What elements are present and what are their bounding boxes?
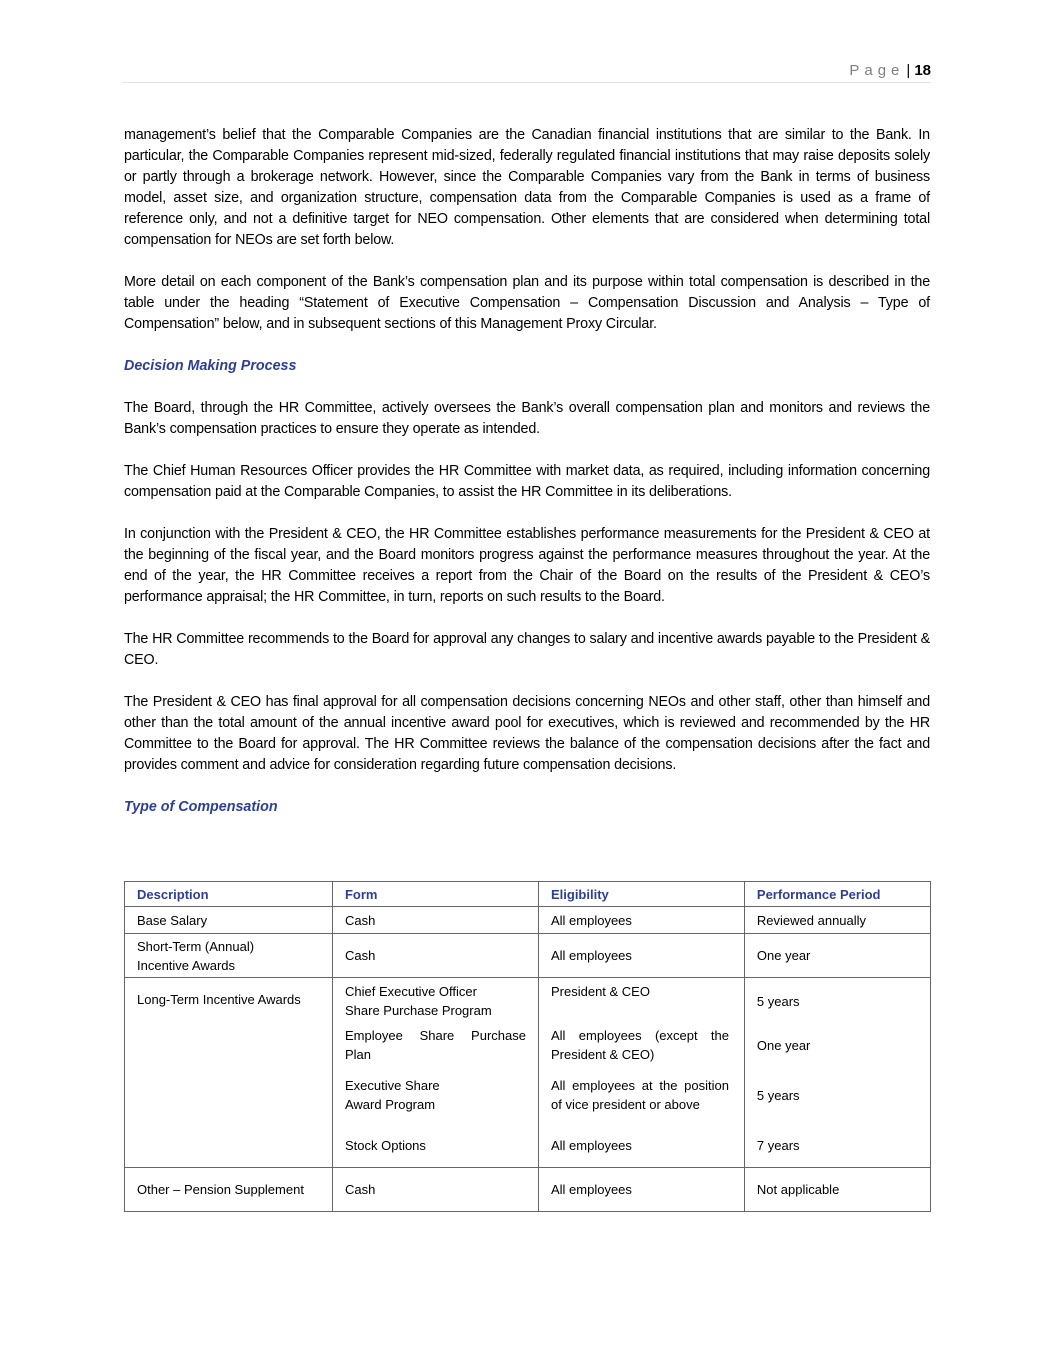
description-text: Short-Term (Annual) Incentive Awards (137, 938, 255, 973)
cell-form-group (332, 978, 538, 1168)
cell-description (125, 934, 333, 978)
cell-form: Stock Options (344, 1137, 426, 1153)
table-row (125, 934, 931, 978)
cell-form: Cash (332, 934, 538, 978)
paragraph: management’s belief that the Comparable Companies are the Canadian financial institutions that are similar to the Bank. In particular, the Comparable Companies represent mid-sized, federally regulated financial institutions that may raise deposits solely or partly through a brokerage network. However, since the Comparable Companies vary from the Bank in terms of business model, asset size, and organization structure, compensation data from the Comparable Companies is used as a frame of reference only, and not a definitive target for NEO compensation. Other elements that are considered when determining total compensation for NEOs are set forth below. (124, 127, 930, 248)
form-text: Chief Executive Officer Share Purchase Program (344, 984, 492, 1018)
paragraph: More detail on each component of the Bank’s compensation plan and its purpose within total compensation is described in the table under the heading “Statement of Executive Compensation – Compensation Discussion and Analysis – Type of Compensation” below, and in subsequent sections of this Management Proxy Circular. (124, 274, 930, 332)
page-header (123, 60, 931, 83)
paragraph: The Board, through the HR Committee, actively oversees the Bank’s overall compensation plan and monitors and reviews the Bank’s compensation practices to ensure they operate as intended. (124, 400, 930, 437)
cell-period-group (744, 978, 930, 1168)
table-row (125, 978, 931, 1168)
table-header-row (125, 882, 931, 907)
paragraph: The President & CEO has final approval for all compensation decisions concerning NEOs and other staff, other than himself and other than the total amount of the annual incentive award pool for executives, which is reviewed and recommended by the HR Committee to the Board for approval. The HR Committee reviews the balance of the compensation decisions after the fact and provides comment and advice for consideration regarding future compensation decisions. (124, 694, 930, 773)
cell-eligibility (539, 1024, 744, 1066)
cell-description: Long-Term Incentive Awards (125, 978, 333, 1168)
cell-period: One year (744, 934, 930, 978)
column-header-form: Form (332, 882, 538, 907)
cell-period: Reviewed annually (744, 907, 930, 934)
cell-eligibility-group (538, 978, 744, 1168)
cell-form: Cash (332, 1168, 538, 1212)
cell-period: 7 years (756, 1137, 800, 1153)
document-body (124, 125, 930, 839)
eligibility-text: All employees at the position of vice president or above (550, 1078, 729, 1112)
cell-period: 5 years (756, 1087, 800, 1103)
paragraph: The Chief Human Resources Officer provides the HR Committee with market data, as required, including information concerning compensation paid at the Comparable Companies, to assist the HR Committee in its deliberations. (124, 463, 930, 500)
compensation-table (124, 881, 931, 1212)
cell-eligibility: President & CEO (550, 984, 650, 999)
cell-period: Not applicable (744, 1168, 930, 1212)
cell-period: One year (756, 1037, 811, 1053)
eligibility-text: All employees (except the President & CEO) (550, 1028, 729, 1062)
section-heading-type-of-compensation: Type of Compensation (124, 799, 278, 815)
cell-description: Base Salary (125, 907, 333, 934)
cell-period: 5 years (756, 993, 800, 1009)
cell-eligibility: All employees (550, 1137, 632, 1153)
cell-eligibility: All employees (538, 907, 744, 934)
page-separator: | (906, 62, 911, 79)
page-label: Page (849, 62, 905, 79)
section-heading-decision-making: Decision Making Process (124, 358, 297, 374)
form-text: Employee Share Purchase Plan (344, 1028, 526, 1062)
cell-eligibility: All employees (538, 1168, 744, 1212)
cell-form (333, 1024, 538, 1066)
paragraph: The HR Committee recommends to the Board for approval any changes to salary and incentive awards payable to the President & CEO. (124, 631, 930, 668)
paragraph: In conjunction with the President & CEO, the HR Committee establishes performance measurements for the President & CEO at the beginning of the fiscal year, and the Board monitors progress against the performance measures throughout the year. At the end of the year, the HR Committee receives a report from the Chair of the Board on the results of the President & CEO’s performance appraisal; the HR Committee, in turn, reports on such results to the Board. (124, 526, 930, 605)
cell-description: Other – Pension Supplement (125, 1168, 333, 1212)
column-header-eligibility: Eligibility (538, 882, 744, 907)
page-number-value: 18 (914, 62, 931, 79)
table-row (125, 1168, 931, 1212)
form-text: Executive Share Award Program (344, 1078, 440, 1112)
cell-form: Cash (332, 907, 538, 934)
page-number (849, 62, 931, 79)
cell-form (333, 1066, 538, 1124)
table-row (125, 907, 931, 934)
cell-eligibility: All employees (538, 934, 744, 978)
cell-form (333, 978, 538, 1024)
cell-eligibility (539, 1066, 744, 1124)
column-header-performance-period: Performance Period (744, 882, 930, 907)
column-header-description: Description (125, 882, 333, 907)
